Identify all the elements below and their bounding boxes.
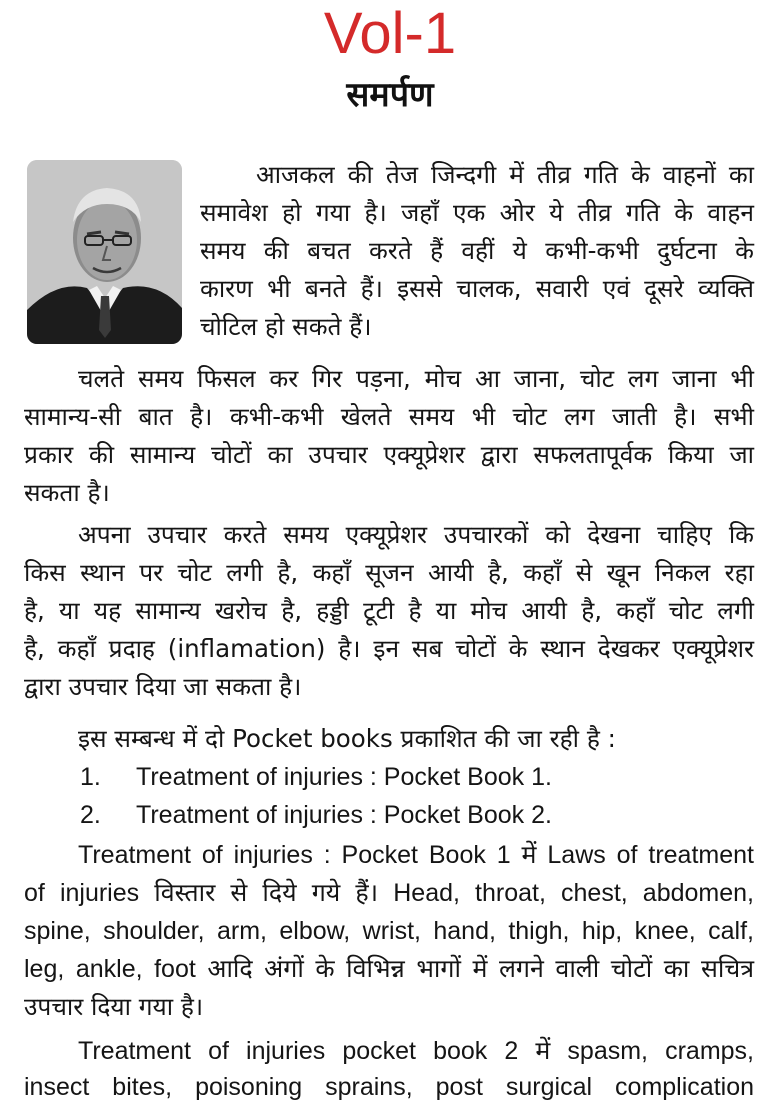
paragraph-line: अपना उपचार करते समय एक्यूप्रेशर उपचारकों को देखना चाहिए कि xyxy=(78,520,754,549)
list-item-number: 2. xyxy=(80,801,101,829)
list-item xyxy=(80,760,754,794)
paragraph-line: Treatment of injuries pocket book 2 में spasm, cramps, xyxy=(78,1037,754,1065)
paragraph-line: leg, ankle, foot आदि अंगों के विभिन्न भागों में लगने वाली चोटों का सचित्र xyxy=(24,955,754,983)
list-item xyxy=(80,798,754,832)
paragraph-line: Treatment of injuries : Pocket Book 1 में Laws of treatment xyxy=(78,841,754,869)
paragraph-line: समय की बचत करते हैं वहीं ये कभी-कभी दुर्घटना के xyxy=(200,236,754,265)
paragraph-line: किस स्थान पर चोट लगी है, कहाँ सूजन आयी है, कहाँ से खून निकल रहा xyxy=(24,558,754,587)
paragraph-line: आजकल की तेज जिन्दगी में तीव्र गति के वाहनों का xyxy=(256,160,754,189)
paragraph-line: spine, shoulder, arm, elbow, wrist, hand, thigh, hip, knee, calf, xyxy=(24,917,754,945)
paragraph-line: सामान्य-सी बात है। कभी-कभी खेलते समय भी चोट लग जाती है। सभी xyxy=(24,402,754,431)
paragraph-line: द्वारा उपचार दिया जा सकता है। xyxy=(24,672,302,701)
paragraph-line: समावेश हो गया है। जहाँ एक ओर ये तीव्र गति के वाहन xyxy=(200,198,754,227)
paragraph-line: इस सम्बन्ध में दो Pocket books प्रकाशित की जा रही है : xyxy=(78,724,616,753)
volume-label: Vol-1 xyxy=(323,1,457,66)
paragraph-line: of injuries विस्तार से दिये गये हैं। Head, throat, chest, abdomen, xyxy=(24,879,754,907)
list-item-number: 1. xyxy=(80,763,101,791)
page-title: समर्पण xyxy=(346,75,434,115)
paragraph-line: चलते समय फिसल कर गिर पड़ना, मोच आ जाना, चोट लग जाना भी xyxy=(78,364,754,393)
list-item-text: Treatment of injuries : Pocket Book 2. xyxy=(136,801,552,829)
paragraph-line: प्रकार की सामान्य चोटों का उपचार एक्यूप्रेशर द्वारा सफलतापूर्वक किया जा xyxy=(24,440,754,469)
paragraph-line: चोटिल हो सकते हैं। xyxy=(200,312,372,341)
paragraph-line: insect bites, poisoning sprains, post surgical complication xyxy=(24,1073,754,1101)
author-photo xyxy=(27,160,182,344)
paragraph-line: कारण भी बनते हैं। इससे चालक, सवारी एवं दूसरे व्यक्ति xyxy=(200,274,754,303)
paragraph-line: उपचार दिया गया है। xyxy=(24,992,204,1021)
paragraph-line: है, या यह सामान्य खरोच है, हड्डी टूटी है या मोच आयी है, कहाँ चोट लगी xyxy=(24,596,754,625)
paragraph-line: सकता है। xyxy=(24,478,110,507)
list-item-text: Treatment of injuries : Pocket Book 1. xyxy=(136,763,552,791)
paragraph-line: है, कहाँ प्रदाह (inflamation) है। इन सब चोटों के स्थान देखकर एक्यूप्रेशर xyxy=(24,634,754,663)
